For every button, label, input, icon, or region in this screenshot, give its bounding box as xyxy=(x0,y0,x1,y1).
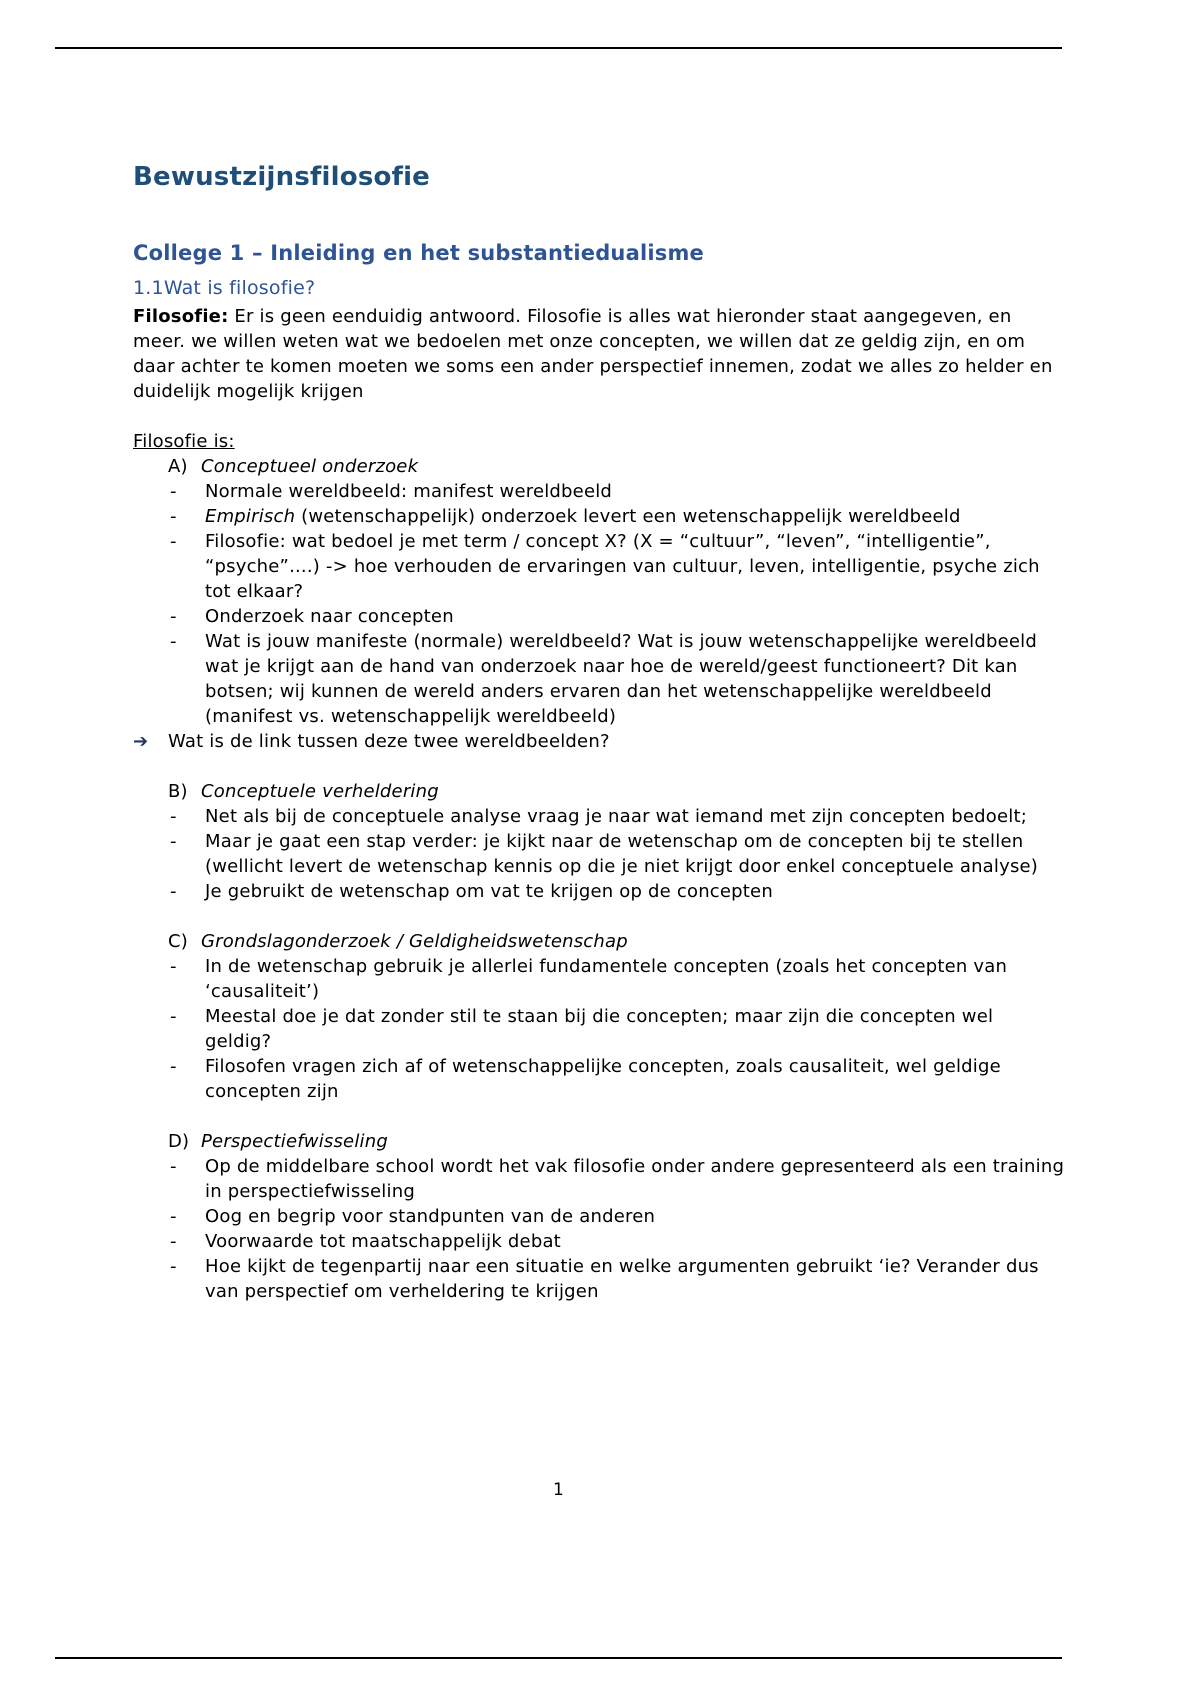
bullet-text-segment: Wat is jouw manifeste (normale) wereldbeeld? Wat is jouw wetenschappelijke wereldbeeld wat je krijgt aan de hand van onderzoek naar hoe de wereld/geest functioneert? Dit kan botsen; wij kunnen de wereld anders ervaren dan het wetenschappelijke wereldbeeld (manifest vs. wetenschappelijk wereldbeeld) xyxy=(205,631,1038,727)
list-item xyxy=(133,1004,1065,1054)
list-item xyxy=(133,1254,1065,1304)
bullet-dash: - xyxy=(170,506,177,527)
bullet-text xyxy=(205,1254,1065,1304)
bullet-dash: - xyxy=(170,631,177,652)
section-title: Grondslagonderzoek / Geldigheidswetenschap xyxy=(201,931,628,952)
bullet-text-segment: Empirisch xyxy=(205,506,296,527)
section-letter: C) xyxy=(168,931,188,952)
list-item xyxy=(133,629,1065,729)
footer-rule xyxy=(55,1657,1062,1659)
list-item xyxy=(133,1204,1065,1229)
page-number: 1 xyxy=(552,1480,565,1500)
section-letter: B) xyxy=(168,781,188,802)
section-letter: D) xyxy=(168,1131,190,1152)
bullet-dash: - xyxy=(170,1231,177,1252)
list-item xyxy=(133,829,1065,879)
list-item xyxy=(133,954,1065,1004)
bullet-dash: - xyxy=(170,831,177,852)
bullet-text xyxy=(205,1004,1065,1054)
bullet-text xyxy=(205,479,1065,504)
bullet-text-segment: Net als bij de conceptuele analyse vraag je naar wat iemand met zijn concepten bedoelt; xyxy=(205,806,1028,827)
bullet-text xyxy=(205,879,1065,904)
list-section xyxy=(133,929,1065,1104)
section-subheading: 1.1Wat is filosofie? xyxy=(133,277,316,299)
bullet-text-segment: Onderzoek naar concepten xyxy=(205,606,454,627)
bullet-dash: - xyxy=(170,531,177,552)
lecture-heading: College 1 – Inleiding en het substantiedualisme xyxy=(133,241,704,265)
bullet-dash: - xyxy=(170,1256,177,1277)
list-item xyxy=(133,479,1065,504)
list-item xyxy=(133,504,1065,529)
bullet-text-segment: Normale wereldbeeld: manifest wereldbeeld xyxy=(205,481,613,502)
bullet-text xyxy=(205,529,1065,604)
bullet-text xyxy=(205,954,1065,1004)
list-section xyxy=(133,1129,1065,1304)
intro-term: Filosofie: xyxy=(133,306,229,327)
bullet-dash: - xyxy=(170,881,177,902)
bullet-dash: - xyxy=(170,481,177,502)
arrow-note-text: Wat is de link tussen deze twee wereldbeelden? xyxy=(168,731,610,752)
section-head xyxy=(133,779,1065,804)
sections-container xyxy=(133,454,1065,1304)
intro-paragraph xyxy=(133,304,1065,404)
bullet-text xyxy=(205,804,1065,829)
list-label: Filosofie is: xyxy=(133,431,235,452)
arrow-note xyxy=(133,729,1065,754)
list-section xyxy=(133,779,1065,904)
bullet-text xyxy=(205,504,1065,529)
bullet-dash: - xyxy=(170,606,177,627)
bullet-text xyxy=(205,1054,1065,1104)
list-item xyxy=(133,529,1065,604)
bullet-text xyxy=(205,1204,1065,1229)
bullet-text-segment: Filosofie: wat bedoel je met term / concept X? (X = “cultuur”, “leven”, “intelligentie”, “psyche”....) -> hoe verhouden de ervaringen van cultuur, leven, intelligentie, psyche zich tot elkaar? xyxy=(205,531,1040,602)
section-head xyxy=(133,1129,1065,1154)
list-item xyxy=(133,1054,1065,1104)
bullet-text-segment: Op de middelbare school wordt het vak filosofie onder andere gepresenteerd als een training in perspectiefwisseling xyxy=(205,1156,1065,1202)
list-item xyxy=(133,1154,1065,1204)
list-item xyxy=(133,604,1065,629)
bullet-dash: - xyxy=(170,1206,177,1227)
bullet-text-segment: In de wetenschap gebruik je allerlei fundamentele concepten (zoals het concepten van ‘causaliteit’) xyxy=(205,956,1008,1002)
arrow-icon: ➔ xyxy=(133,731,149,752)
bullet-text-segment: Hoe kijkt de tegenpartij naar een situatie en welke argumenten gebruikt ‘ie? Verander dus van perspectief om verheldering te krijgen xyxy=(205,1256,1039,1302)
bullet-text xyxy=(205,1154,1065,1204)
bullet-text-segment: Je gebruikt de wetenschap om vat te krijgen op de concepten xyxy=(205,881,773,902)
intro-text: Er is geen eenduidig antwoord. Filosofie is alles wat hieronder staat aangegeven, en meer. we willen weten wat we bedoelen met onze concepten, we willen dat ze geldig zijn, en om daar achter te komen moeten we soms een ander perspectief innemen, zodat we alles zo helder en duidelijk mogelijk krijgen xyxy=(133,306,1053,402)
section-head xyxy=(133,454,1065,479)
list-item xyxy=(133,1229,1065,1254)
bullet-text-segment: Maar je gaat een stap verder: je kijkt naar de wetenschap om de concepten bij te stellen (wellicht levert de wetenschap kennis op die je niet krijgt door enkel conceptuele analyse) xyxy=(205,831,1039,877)
bullet-dash: - xyxy=(170,1056,177,1077)
bullet-text xyxy=(205,629,1065,729)
list-section xyxy=(133,454,1065,754)
bullet-text-segment: Voorwaarde tot maatschappelijk debat xyxy=(205,1231,561,1252)
bullet-text-segment: (wetenschappelijk) onderzoek levert een wetenschappelijk wereldbeeld xyxy=(295,506,961,527)
bullet-dash: - xyxy=(170,806,177,827)
bullet-text xyxy=(205,1229,1065,1254)
list-item xyxy=(133,879,1065,904)
section-title: Conceptueel onderzoek xyxy=(201,456,419,477)
bullet-text-segment: Oog en begrip voor standpunten van de anderen xyxy=(205,1206,656,1227)
section-letter: A) xyxy=(168,456,188,477)
bullet-text xyxy=(205,829,1065,879)
list-item xyxy=(133,804,1065,829)
section-title: Perspectiefwisseling xyxy=(201,1131,388,1152)
bullet-dash: - xyxy=(170,956,177,977)
bullet-dash: - xyxy=(170,1006,177,1027)
document-title: Bewustzijnsfilosofie xyxy=(133,162,431,192)
section-title: Conceptuele verheldering xyxy=(201,781,439,802)
bullet-text-segment: Meestal doe je dat zonder stil te staan bij die concepten; maar zijn die concepten wel geldig? xyxy=(205,1006,994,1052)
page-footer xyxy=(55,1478,1062,1503)
section-head xyxy=(133,929,1065,954)
bullet-dash: - xyxy=(170,1156,177,1177)
list-label-row xyxy=(133,429,1065,454)
bullet-text-segment: Filosofen vragen zich af of wetenschappelijke concepten, zoals causaliteit, wel geldige concepten zijn xyxy=(205,1056,1001,1102)
bullet-text xyxy=(205,604,1065,629)
